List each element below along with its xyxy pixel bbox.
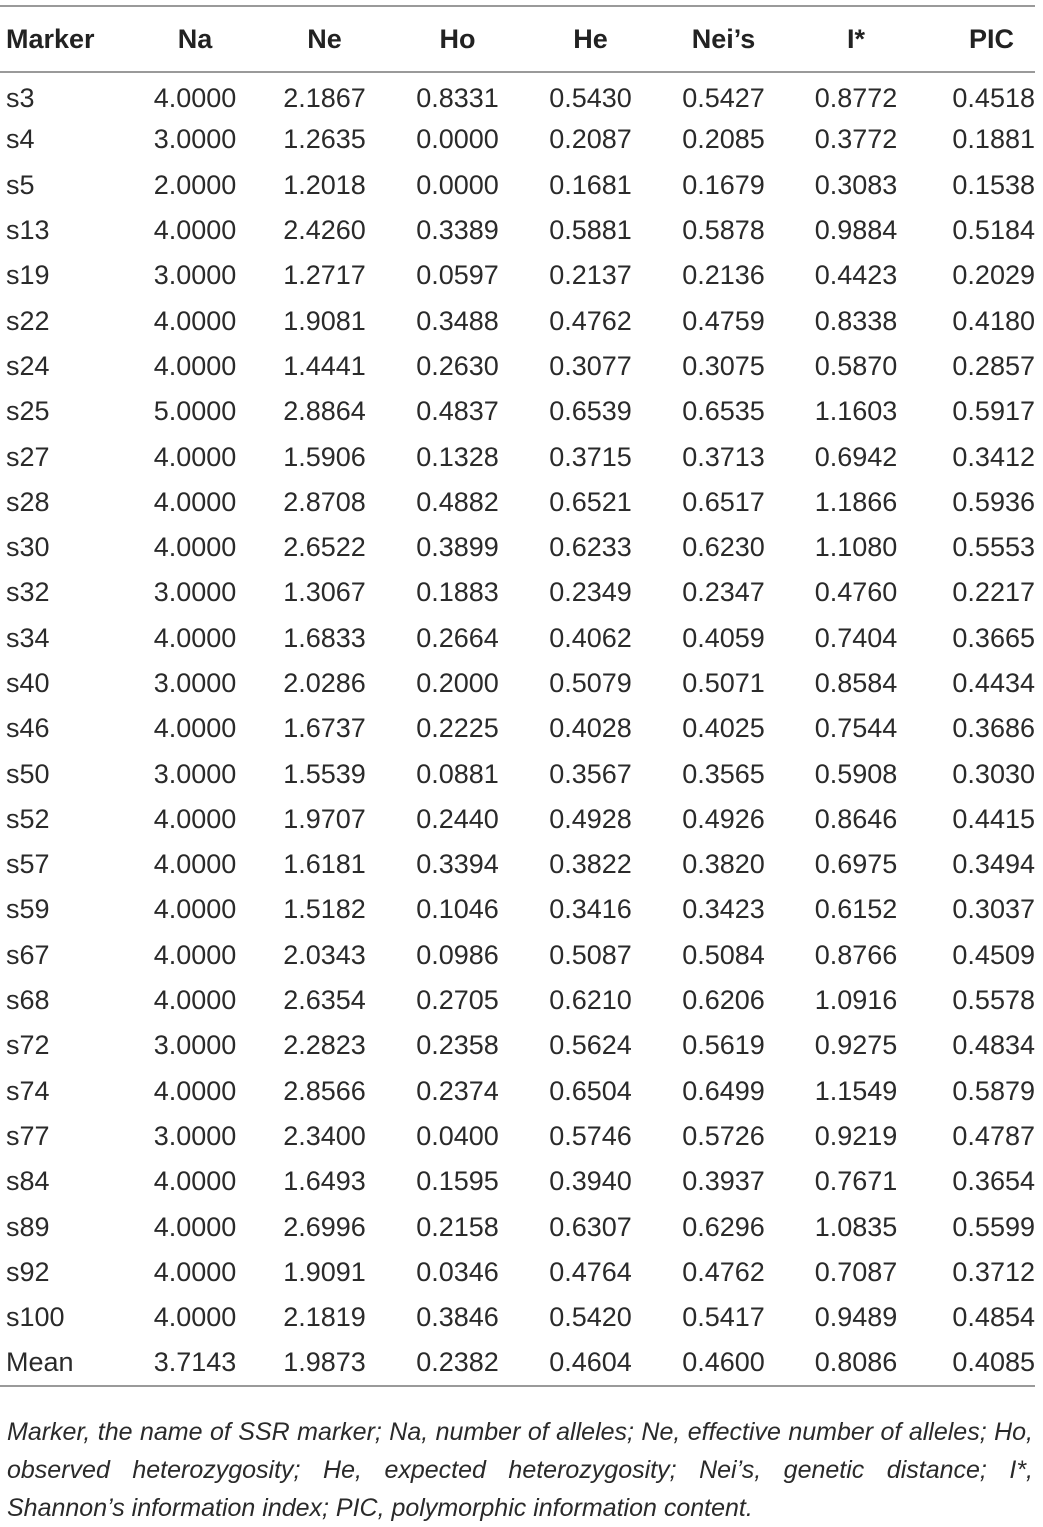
value-cell: 4.0000 [153,939,237,970]
value-cell: 0.5084 [682,939,765,970]
ssr-marker-table [0,5,1035,1387]
value-cell: 0.3567 [549,758,632,789]
value-cell: 0.4085 [952,1346,1035,1377]
value-cell: 0.4926 [682,803,765,834]
value-cell: 0.3037 [952,894,1035,925]
value-cell: 0.2029 [952,260,1035,291]
table-row [0,1114,1035,1159]
value-cell: 4.0000 [153,1256,237,1287]
value-cell: 1.6493 [283,1166,366,1197]
value-cell: 0.3083 [814,169,898,200]
marker-cell: s32 [6,577,50,608]
value-cell: 0.7087 [814,1256,898,1287]
table-row [0,933,1035,978]
value-cell: 3.0000 [153,758,237,789]
value-cell: 0.6539 [549,396,632,427]
marker-cell: s46 [6,713,50,744]
marker-cell: s22 [6,305,50,336]
value-cell: 0.2358 [416,1030,499,1061]
value-cell: 0.4059 [682,622,765,653]
value-cell: 0.5071 [682,668,765,698]
value-cell: 0.3846 [416,1302,499,1333]
marker-cell: s4 [6,124,35,155]
value-cell: 3.7143 [153,1346,237,1377]
value-cell: 2.1867 [283,83,366,114]
column-header: Ne [307,23,342,54]
value-cell: 0.6942 [814,441,898,472]
value-cell: 0.5881 [549,215,632,246]
value-cell: 0.3075 [682,350,765,381]
value-cell: 0.3416 [549,894,632,925]
value-cell: 2.8864 [283,396,366,427]
table-row [0,525,1035,570]
value-cell: 0.6535 [682,396,765,427]
value-cell: 0.8772 [814,83,898,114]
value-cell: 0.5917 [952,396,1035,427]
table-row [0,163,1035,208]
column-header: PIC [968,23,1014,54]
marker-cell: s34 [6,622,50,653]
value-cell: 0.3389 [416,215,499,246]
value-cell: 0.5420 [549,1302,632,1333]
value-cell: 0.4423 [814,260,898,291]
value-cell: 0.5879 [952,1075,1035,1106]
value-cell: 3.0000 [153,668,237,698]
column-header: Marker [6,23,95,54]
value-cell: 1.2635 [283,124,366,155]
marker-cell: s28 [6,486,50,517]
value-cell: 2.4260 [283,215,366,246]
value-cell: 0.4509 [952,939,1035,970]
marker-cell: s50 [6,758,50,789]
value-cell: 0.6152 [814,894,898,925]
value-cell: 0.8331 [416,83,499,114]
value-cell: 0.4854 [952,1302,1035,1333]
column-header: Nei’s [691,23,756,54]
value-cell: 0.3494 [952,849,1035,880]
value-cell: 0.2374 [416,1075,499,1106]
table-footnote: Marker, the name of SSR marker; Na, number of alleles; Ne, effective number of alleles; Ho, observed heterozygosity; He, expected heterozygosity; Nei’s, genetic distance; I*, Shannon’s information index; PIC, polymorphic information content. [7,1418,1033,1522]
value-cell: 0.3488 [416,305,499,336]
marker-cell: s77 [6,1120,50,1151]
value-cell: 1.9707 [283,803,366,834]
value-cell: 0.3940 [549,1166,632,1197]
value-cell: 0.8584 [814,668,898,698]
table-row [0,842,1035,887]
value-cell: 0.0000 [416,124,499,155]
value-cell: 0.0986 [416,939,499,970]
value-cell: 4.0000 [153,441,237,472]
value-cell: 0.3077 [549,350,632,381]
value-cell: 4.0000 [153,350,237,381]
value-cell: 0.2382 [416,1346,499,1377]
value-cell: 0.4928 [549,803,632,834]
value-cell: 0.4834 [952,1030,1035,1061]
value-cell: 0.4837 [416,396,499,427]
value-cell: 0.4028 [549,713,632,744]
value-cell: 2.2823 [283,1030,366,1061]
value-cell: 0.5087 [549,939,632,970]
marker-cell: s30 [6,532,50,563]
value-cell: 0.3423 [682,894,765,925]
value-cell: 2.0286 [283,668,366,698]
value-cell: 1.9091 [283,1256,366,1287]
header-row [0,6,1035,72]
column-header: Ho [439,23,476,54]
value-cell: 0.5079 [549,668,632,698]
value-cell: 0.3565 [682,758,765,789]
value-cell: 4.0000 [153,532,237,563]
value-cell: 4.0000 [153,713,237,744]
value-cell: 0.2705 [416,985,499,1016]
value-cell: 1.0916 [814,985,898,1016]
value-cell: 0.6499 [682,1075,765,1106]
value-cell: 1.3067 [283,577,366,608]
value-cell: 1.9081 [283,305,366,336]
table-row [0,1069,1035,1114]
value-cell: 0.2664 [416,622,499,653]
value-cell: 0.1881 [952,124,1035,155]
value-cell: 3.0000 [153,577,237,608]
value-cell: 0.6233 [549,532,632,563]
value-cell: 0.9884 [814,215,898,246]
value-cell: 0.1046 [416,894,499,925]
value-cell: 0.4600 [682,1346,765,1377]
mean-row [0,1340,1035,1385]
value-cell: 4.0000 [153,1166,237,1197]
value-cell: 1.6833 [283,622,366,653]
value-cell: 2.6354 [283,985,366,1016]
marker-cell: s68 [6,985,50,1016]
value-cell: 0.3686 [952,713,1035,744]
value-cell: 0.6210 [549,985,632,1016]
value-cell: 0.1538 [952,169,1035,200]
value-cell: 1.5906 [283,441,366,472]
marker-cell: s24 [6,350,50,381]
value-cell: 0.6230 [682,532,765,563]
value-cell: 0.3772 [814,124,898,155]
table-row [0,1250,1035,1295]
marker-cell: s59 [6,894,50,925]
marker-cell: s84 [6,1166,50,1197]
value-cell: 0.6517 [682,486,765,517]
table-row [0,570,1035,615]
value-cell: 0.4518 [952,83,1035,114]
value-cell: 1.1866 [814,486,898,517]
value-cell: 0.2217 [952,577,1035,608]
value-cell: 0.3713 [682,441,765,472]
column-header: I* [846,23,865,54]
value-cell: 0.3394 [416,849,499,880]
value-cell: 0.4025 [682,713,765,744]
value-cell: 0.2857 [952,350,1035,381]
value-cell: 1.0835 [814,1211,898,1242]
value-cell: 4.0000 [153,985,237,1016]
value-cell: 0.4415 [952,803,1035,834]
value-cell: 0.6504 [549,1075,632,1106]
marker-cell: s67 [6,939,50,970]
marker-cell: s89 [6,1211,50,1242]
value-cell: 4.0000 [153,83,237,114]
value-cell: 0.5417 [682,1302,765,1333]
value-cell: 0.2136 [682,260,765,291]
value-cell: 0.3715 [549,441,632,472]
marker-cell: Mean [6,1346,74,1377]
value-cell: 0.3712 [952,1256,1035,1287]
value-cell: 0.2137 [549,260,632,291]
value-cell: 2.3400 [283,1120,366,1151]
value-cell: 0.2349 [549,577,632,608]
value-cell: 3.0000 [153,1120,237,1151]
value-cell: 0.0000 [416,169,499,200]
value-cell: 0.4762 [682,1256,765,1287]
value-cell: 4.0000 [153,803,237,834]
marker-cell: s100 [6,1302,65,1333]
table-row [0,117,1035,162]
value-cell: 3.0000 [153,260,237,291]
value-cell: 0.2347 [682,577,765,608]
value-cell: 3.0000 [153,1030,237,1061]
marker-cell: s72 [6,1030,50,1061]
marker-cell: s5 [6,169,35,200]
value-cell: 5.0000 [153,396,237,427]
value-cell: 1.1549 [814,1075,898,1106]
table-row [0,1023,1035,1068]
table-row [0,208,1035,253]
value-cell: 1.2717 [283,260,366,291]
value-cell: 0.4787 [952,1120,1035,1151]
marker-cell: s19 [6,260,50,291]
value-cell: 0.4604 [549,1346,632,1377]
table-row [0,344,1035,389]
value-cell: 0.5870 [814,350,898,381]
table-row [0,480,1035,525]
value-cell: 0.5430 [549,83,632,114]
value-cell: 0.3665 [952,622,1035,653]
marker-cell: s92 [6,1256,50,1287]
value-cell: 4.0000 [153,622,237,653]
value-cell: 0.4180 [952,305,1035,336]
value-cell: 0.1681 [549,169,632,200]
table-row [0,389,1035,434]
value-cell: 0.4434 [952,668,1035,698]
value-cell: 4.0000 [153,486,237,517]
value-cell: 4.0000 [153,894,237,925]
table-row [0,1295,1035,1340]
value-cell: 0.6521 [549,486,632,517]
value-cell: 0.3412 [952,441,1035,472]
table-row [0,1159,1035,1204]
table-header [0,6,1035,72]
value-cell: 0.5726 [682,1120,765,1151]
value-cell: 0.8646 [814,803,898,834]
value-cell: 0.4764 [549,1256,632,1287]
value-cell: 0.5619 [682,1030,765,1061]
value-cell: 0.4759 [682,305,765,336]
table-row [0,887,1035,932]
table-row [0,751,1035,796]
marker-cell: s40 [6,668,50,698]
value-cell: 2.1819 [283,1302,366,1333]
table-row [0,706,1035,751]
value-cell: 0.2440 [416,803,499,834]
value-cell: 1.6181 [283,849,366,880]
value-cell: 1.6737 [283,713,366,744]
table-row [0,661,1035,706]
marker-cell: s27 [6,441,50,472]
value-cell: 0.6975 [814,849,898,880]
value-cell: 0.0346 [416,1256,499,1287]
value-cell: 0.9219 [814,1120,898,1151]
value-cell: 1.5539 [283,758,366,789]
value-cell: 1.2018 [283,169,366,200]
value-cell: 0.8086 [814,1346,898,1377]
value-cell: 0.7544 [814,713,898,744]
value-cell: 0.1595 [416,1166,499,1197]
value-cell: 0.3937 [682,1166,765,1197]
value-cell: 4.0000 [153,1211,237,1242]
value-cell: 0.1883 [416,577,499,608]
marker-cell: s25 [6,396,50,427]
value-cell: 0.2087 [549,124,632,155]
value-cell: 2.8708 [283,486,366,517]
marker-cell: s3 [6,83,35,114]
marker-cell: s13 [6,215,50,246]
value-cell: 0.3820 [682,849,765,880]
value-cell: 0.1328 [416,441,499,472]
value-cell: 0.5878 [682,215,765,246]
value-cell: 1.1080 [814,532,898,563]
value-cell: 0.5624 [549,1030,632,1061]
value-cell: 0.5184 [952,215,1035,246]
value-cell: 4.0000 [153,1302,237,1333]
value-cell: 0.3030 [952,758,1035,789]
value-cell: 0.5746 [549,1120,632,1151]
value-cell: 2.8566 [283,1075,366,1106]
marker-cell: s74 [6,1075,50,1106]
value-cell: 2.0000 [153,169,237,200]
value-cell: 0.5908 [814,758,898,789]
value-cell: 0.2085 [682,124,765,155]
value-cell: 0.2225 [416,713,499,744]
value-cell: 0.3899 [416,532,499,563]
value-cell: 0.0400 [416,1120,499,1151]
value-cell: 0.8766 [814,939,898,970]
value-cell: 4.0000 [153,1075,237,1106]
value-cell: 0.8338 [814,305,898,336]
value-cell: 0.1679 [682,169,765,200]
value-cell: 0.6296 [682,1211,765,1242]
value-cell: 1.4441 [283,350,366,381]
value-cell: 1.1603 [814,396,898,427]
column-header: Na [177,23,213,54]
value-cell: 0.0881 [416,758,499,789]
value-cell: 0.6206 [682,985,765,1016]
table-row [0,298,1035,343]
value-cell: 0.5427 [682,83,765,114]
value-cell: 0.3822 [549,849,632,880]
table-row [0,616,1035,661]
value-cell: 1.5182 [283,894,366,925]
value-cell: 0.9275 [814,1030,898,1061]
value-cell: 1.9873 [283,1346,366,1377]
table-row [0,253,1035,298]
value-cell: 0.2158 [416,1211,499,1242]
table-row [0,797,1035,842]
value-cell: 0.4762 [549,305,632,336]
value-cell: 4.0000 [153,215,237,246]
value-cell: 4.0000 [153,305,237,336]
value-cell: 0.6307 [549,1211,632,1242]
value-cell: 4.0000 [153,849,237,880]
value-cell: 0.4882 [416,486,499,517]
value-cell: 2.6996 [283,1211,366,1242]
value-cell: 0.4062 [549,622,632,653]
table-row [0,978,1035,1023]
table-row [0,72,1035,117]
value-cell: 0.5936 [952,486,1035,517]
value-cell: 0.7404 [814,622,898,653]
marker-cell: s57 [6,849,50,880]
value-cell: 0.5578 [952,985,1035,1016]
value-cell: 0.9489 [814,1302,898,1333]
value-cell: 2.6522 [283,532,366,563]
marker-cell: s52 [6,803,50,834]
value-cell: 0.2000 [416,668,499,698]
value-cell: 0.0597 [416,260,499,291]
table-row [0,1204,1035,1249]
value-cell: 0.7671 [814,1166,898,1197]
table-body [0,72,1035,1386]
value-cell: 0.4760 [814,577,898,608]
table-row [0,434,1035,479]
value-cell: 0.5599 [952,1211,1035,1242]
column-header: He [573,23,608,54]
value-cell: 0.3654 [952,1166,1035,1197]
value-cell: 2.0343 [283,939,366,970]
value-cell: 0.5553 [952,532,1035,563]
value-cell: 0.2630 [416,350,499,381]
value-cell: 3.0000 [153,124,237,155]
